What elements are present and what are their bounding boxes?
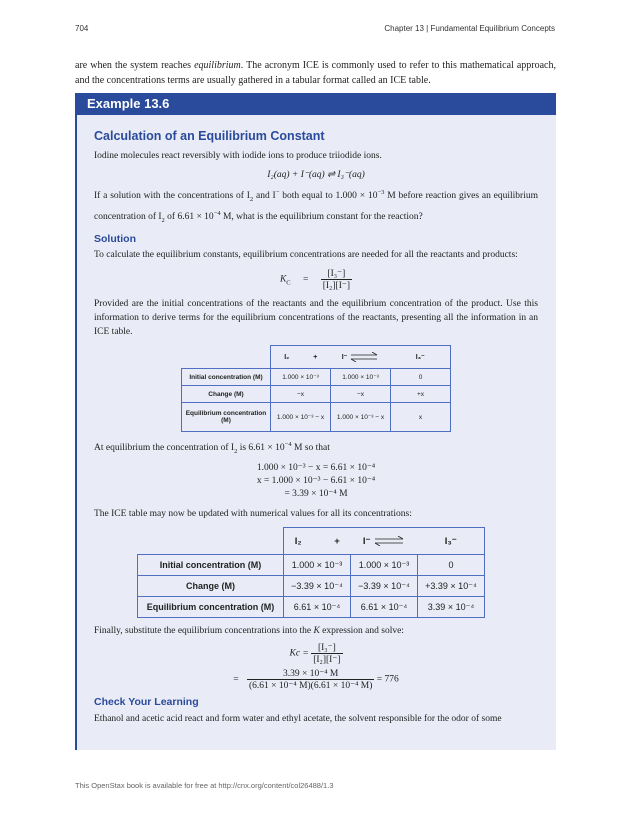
table-row: Change (M) −3.39 × 10⁻⁴ −3.39 × 10⁻⁴ +3.39 × 10⁻⁴	[138, 576, 485, 597]
table-row: Equilibrium concentration (M) 1.000 × 10⁻³ − x 1.000 × 10⁻³ − x x	[182, 403, 451, 432]
example-box	[75, 93, 556, 750]
kc-substitution: Kc = $\frac{\text{[I₃⁻]}}{\text{[I₂][I⁻]}}$	[289, 643, 341, 666]
paragraph-8: Ethanol and acetic acid react and form water and ethyl acetate, the solvent responsible for the odor of some	[94, 714, 502, 725]
ice-table-symbolic: I₂ + I⁻ I₃⁻ Initial concentration (M) 1.000 × 10⁻³ 1.000 × 10⁻³ 0 Change (M) −x −x +x Equilibrium concentration (M) 1.000 × 10⁻³ − x 1.000 × 10⁻³ − x x	[181, 345, 451, 432]
example-title: Calculation of an Equilibrium Constant	[94, 129, 325, 143]
paragraph-6: The ICE table may now be updated with numerical values for all its concentrations:	[94, 509, 412, 520]
chapter-title: Chapter 13 | Fundamental Equilibrium Concepts	[384, 24, 555, 33]
solution-heading: Solution	[94, 233, 136, 246]
table-row: Equilibrium concentration (M) 6.61 × 10⁻⁴ 6.61 × 10⁻⁴ 3.39 × 10⁻⁴	[138, 597, 485, 618]
page-number: 704	[75, 24, 89, 33]
page-header	[75, 24, 555, 38]
calculation-block: 1.000 × 10⁻³ − x = 6.61 × 10⁻⁴ x = 1.000 × 10⁻³ − 6.61 × 10⁻⁴ = 3.39 × 10⁻⁴ M	[256, 463, 376, 500]
table-row: Initial concentration (M) 1.000 × 10⁻³ 1.000 × 10⁻³ 0	[182, 369, 451, 386]
reaction-equation: I₂(aq) + I⁻(aq) ⇌ I₃⁻(aq)	[267, 170, 365, 180]
table-row: Change (M) −x −x +x	[182, 386, 451, 403]
paragraph-1: Iodine molecules react reversibly with iodide ions to produce triiodide ions.	[94, 151, 382, 161]
paragraph-4: Provided are the initial concentrations of the reactants and the equilibrium concentration of the product. Use this information to derive terms for the equilibrium concentrations of the reactants, presenting all the information in an ICE table.	[94, 299, 538, 338]
example-label: Example 13.6	[75, 93, 556, 115]
paragraph-3: To calculate the equilibrium constants, equilibrium concentrations are needed for all the reactants and products:	[94, 250, 518, 261]
equilibrium-arrow-icon	[349, 352, 379, 362]
kc-expression: $K_C$ = $\frac{\text{[I₃⁻]}}{\text{[I₂][I⁻]}}$	[279, 269, 351, 292]
kc-result: = $\frac{\text{3.39 × 10⁻⁴ M}}{\text{(6.61 × 10⁻⁴ M)(6.61 × 10⁻⁴ M)}}$ = 776	[233, 669, 399, 692]
equilibrium-arrow-icon	[373, 536, 405, 546]
paragraph-7: Finally, substitute the equilibrium concentrations into the K expression and solve:	[94, 626, 404, 637]
example-body	[75, 115, 556, 750]
table-row: Initial concentration (M) 1.000 × 10⁻³ 1.000 × 10⁻³ 0	[138, 555, 485, 576]
intro-paragraph: are when the system reaches equilibrium. The acronym ICE is commonly used to refer to this mathematical approach, and the concentrations terms are usually gathered in a tabular format called an ICE table.	[75, 60, 556, 86]
ice-table-numeric: I₂ + I⁻ I₃⁻ Initial concentration (M) 1.000 × 10⁻³ 1.000 × 10⁻³ 0 Change (M) −3.39 × 10⁻⁴ −3.39 × 10⁻⁴ +3.39 × 10⁻⁴ Equilibrium concentration (M) 6.61 × 10⁻⁴ 6.61 × 10⁻⁴ 3.39 × 10⁻⁴	[137, 527, 485, 618]
paragraph-5: At equilibrium the concentration of $I_2$ is $6.61 \times 10^{-4}$ M so that	[94, 441, 330, 456]
paragraph-2: If a solution with the concentrations of $I_2$ and I− both equal to $1.000 \times 10^{-3}$ M before reaction gives an equilibrium concentration of $I_2$ of $6.61 \times 10^{-4}$ M, what is the equilibrium constant for the reaction?	[94, 189, 538, 225]
page-footer: This OpenStax book is available for free at http://cnx.org/content/col26488/1.3	[75, 781, 334, 790]
check-your-learning-heading: Check Your Learning	[94, 696, 199, 709]
